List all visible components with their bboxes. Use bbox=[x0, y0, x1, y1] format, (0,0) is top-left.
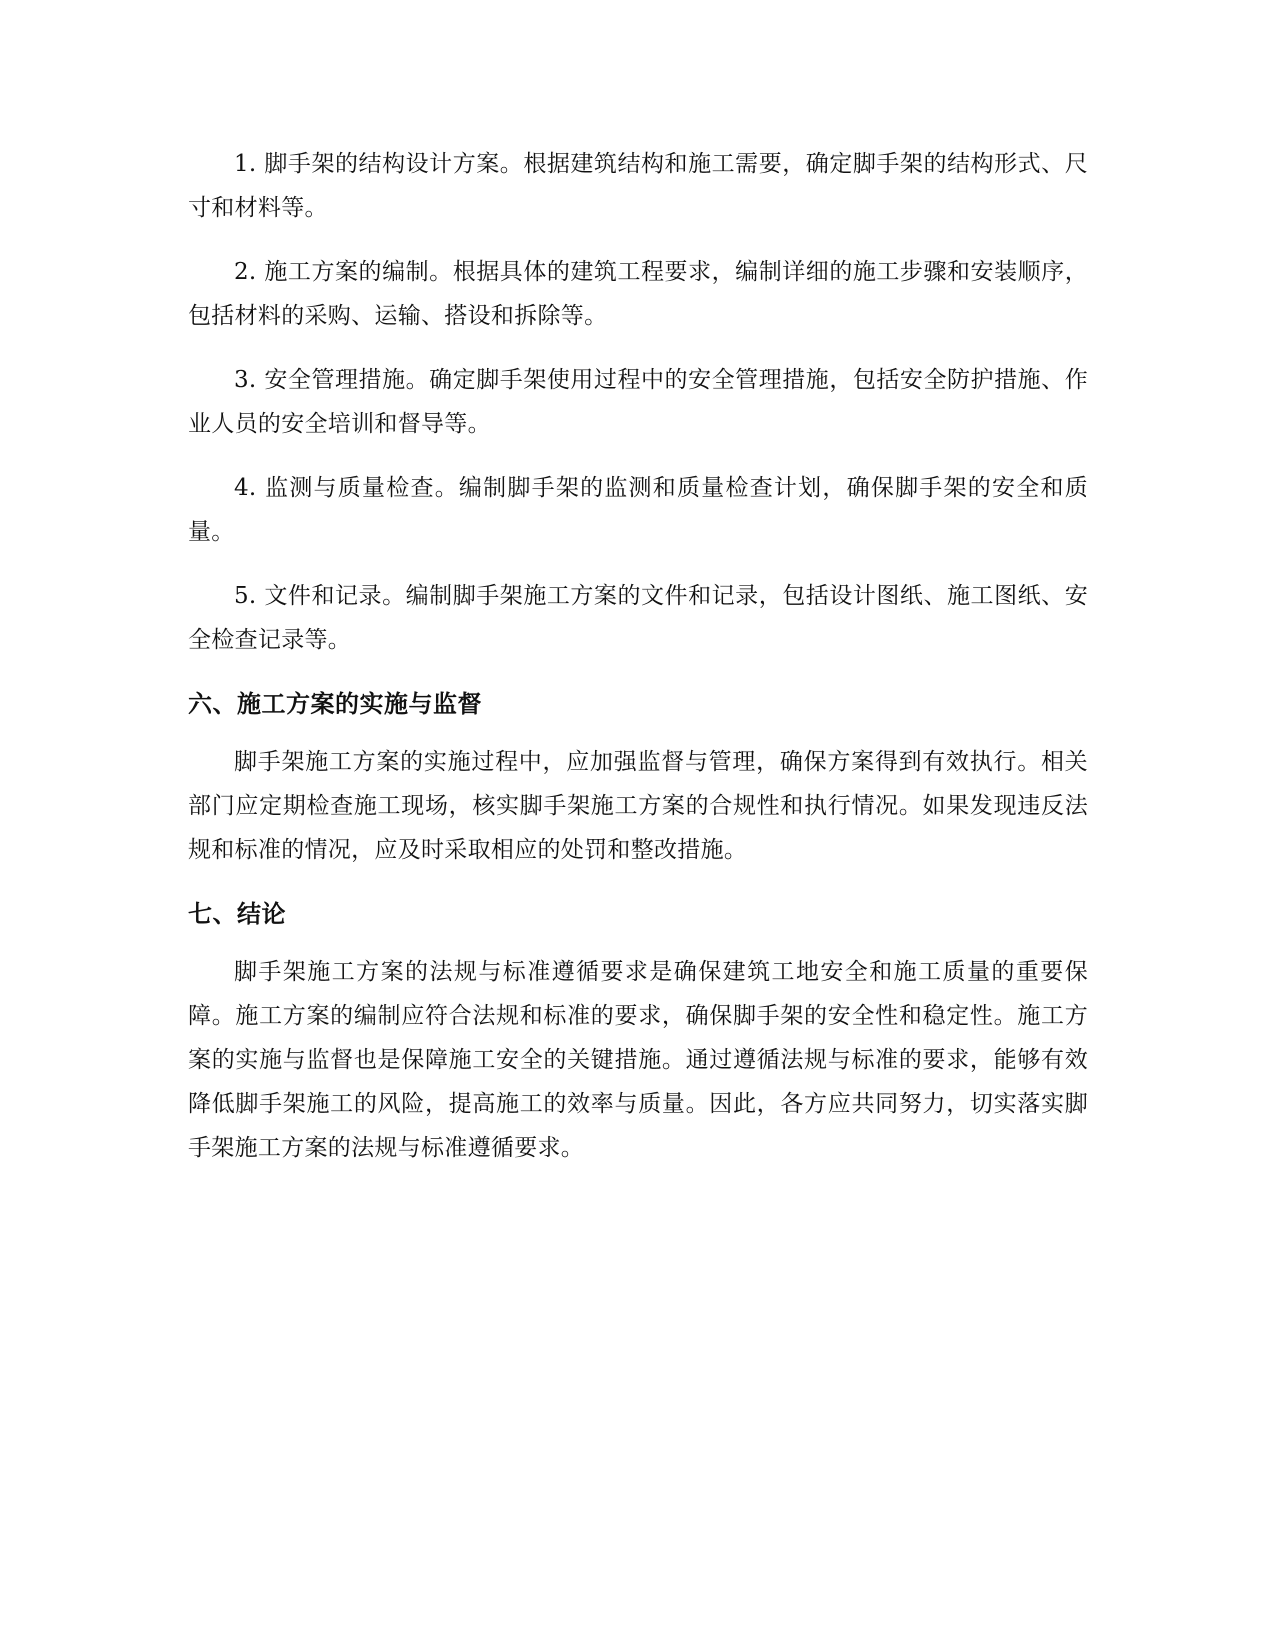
list-item-plan-compilation: 2. 施工方案的编制。根据具体的建筑工程要求，编制详细的施工步骤和安装顺序，包括材料的采购、运输、搭设和拆除等。 bbox=[188, 259, 1088, 329]
section-body-conclusion: 脚手架施工方案的法规与标准遵循要求是确保建筑工地安全和施工质量的重要保障。施工方案的编制应符合法规和标准的要求，确保脚手架的安全性和稳定性。施工方案的实施与监督也是保障施工安全的关键措施。通过遵循法规与标准的要求，能够有效降低脚手架施工的风险，提高施工的效率与质量。因此，各方应共同努力，切实落实脚手架施工方案的法规与标准遵循要求。 bbox=[188, 959, 1088, 1161]
section-heading-conclusion: 七、结论 bbox=[188, 900, 286, 928]
list-item-safety-measures: 3. 安全管理措施。确定脚手架使用过程中的安全管理措施，包括安全防护措施、作业人员的安全培训和督导等。 bbox=[188, 367, 1088, 437]
section-heading-implementation: 六、施工方案的实施与监督 bbox=[188, 690, 482, 718]
list-item-quality-inspection: 4. 监测与质量检查。编制脚手架的监测和质量检查计划，确保脚手架的安全和质量。 bbox=[188, 475, 1088, 545]
document-body bbox=[188, 142, 1088, 1190]
list-item-documents-records: 5. 文件和记录。编制脚手架施工方案的文件和记录，包括设计图纸、施工图纸、安全检查记录等。 bbox=[188, 583, 1088, 653]
list-item-structure-design: 1. 脚手架的结构设计方案。根据建筑结构和施工需要，确定脚手架的结构形式、尺寸和材料等。 bbox=[188, 151, 1088, 221]
section-body-implementation: 脚手架施工方案的实施过程中，应加强监督与管理，确保方案得到有效执行。相关部门应定期检查施工现场，核实脚手架施工方案的合规性和执行情况。如果发现违反法规和标准的情况，应及时采取相应的处罚和整改措施。 bbox=[188, 749, 1088, 863]
